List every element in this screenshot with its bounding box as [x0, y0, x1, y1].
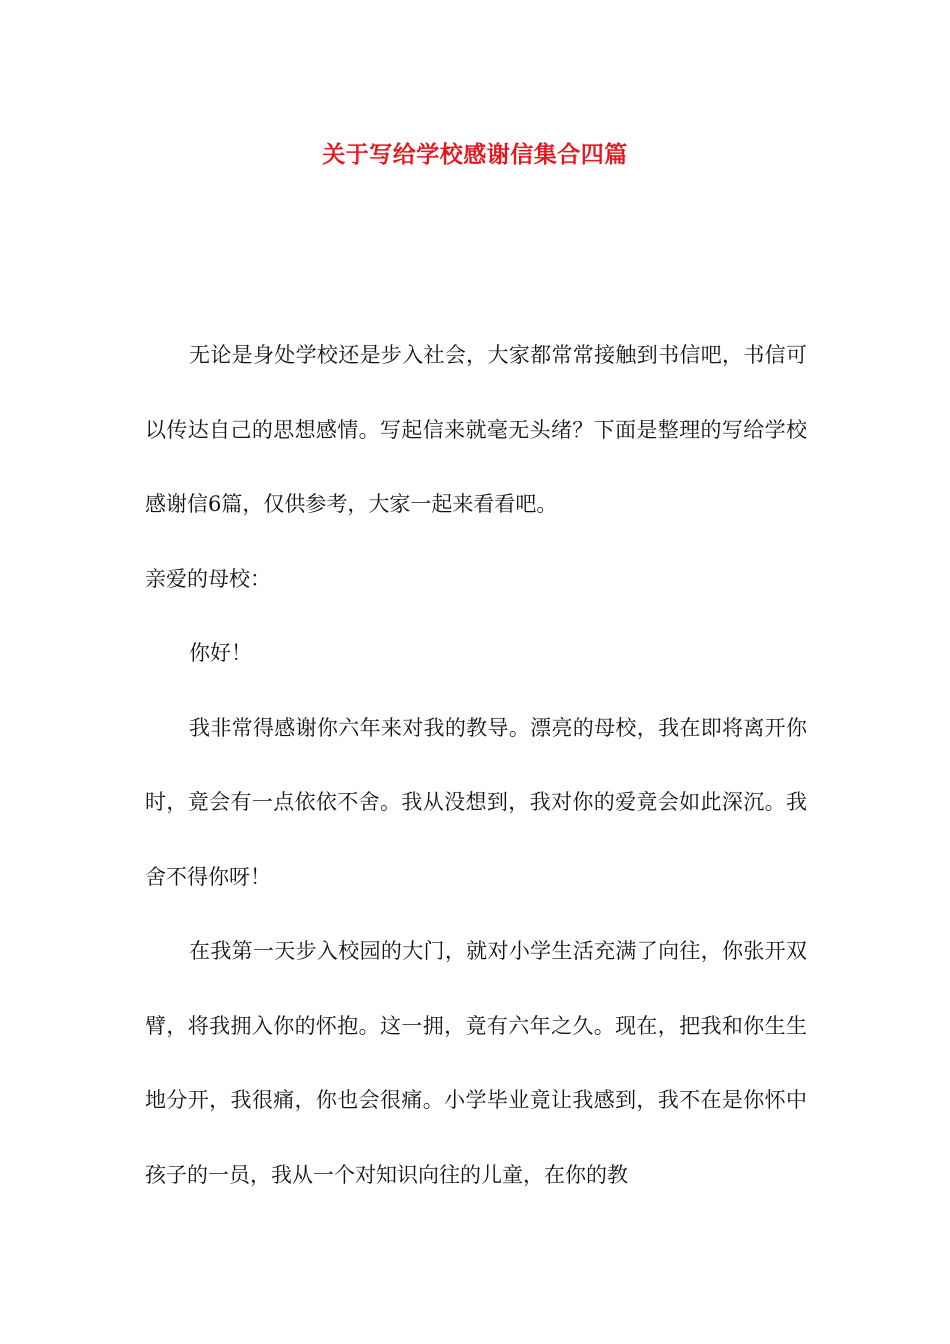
paragraph-greeting: 你好！	[189, 641, 252, 665]
paragraph-intro: 无论是身处学校还是步入社会，大家都常常接触到书信吧，书信可以传达自己的思想感情。写起信来就毫无头绪？下面是整理的写给学校感谢信6篇，仅供参考，大家一起来看看吧。	[145, 343, 807, 516]
document-title: 关于写给学校感谢信集合四篇	[322, 141, 628, 168]
paragraph-memory: 在我第一天步入校园的大门，就对小学生活充满了向往，你张开双臂，将我拥入你的怀抱。这一拥，竟有六年之久。现在，把我和你生生地分开，我很痛，你也会很痛。小学毕业竟让我感到，我不在是你怀中孩子的一员，我从一个对知识向往的儿童，在你的教	[145, 939, 807, 1187]
paragraph-salutation: 亲爱的母校：	[145, 566, 271, 591]
document-body	[145, 318, 807, 1212]
paragraph-thanks: 我非常得感谢你六年来对我的教导。漂亮的母校，我在即将离开你时，竟会有一点依依不舍。我从没想到，我对你的爱竟会如此深沉。我舍不得你呀！	[145, 715, 807, 889]
